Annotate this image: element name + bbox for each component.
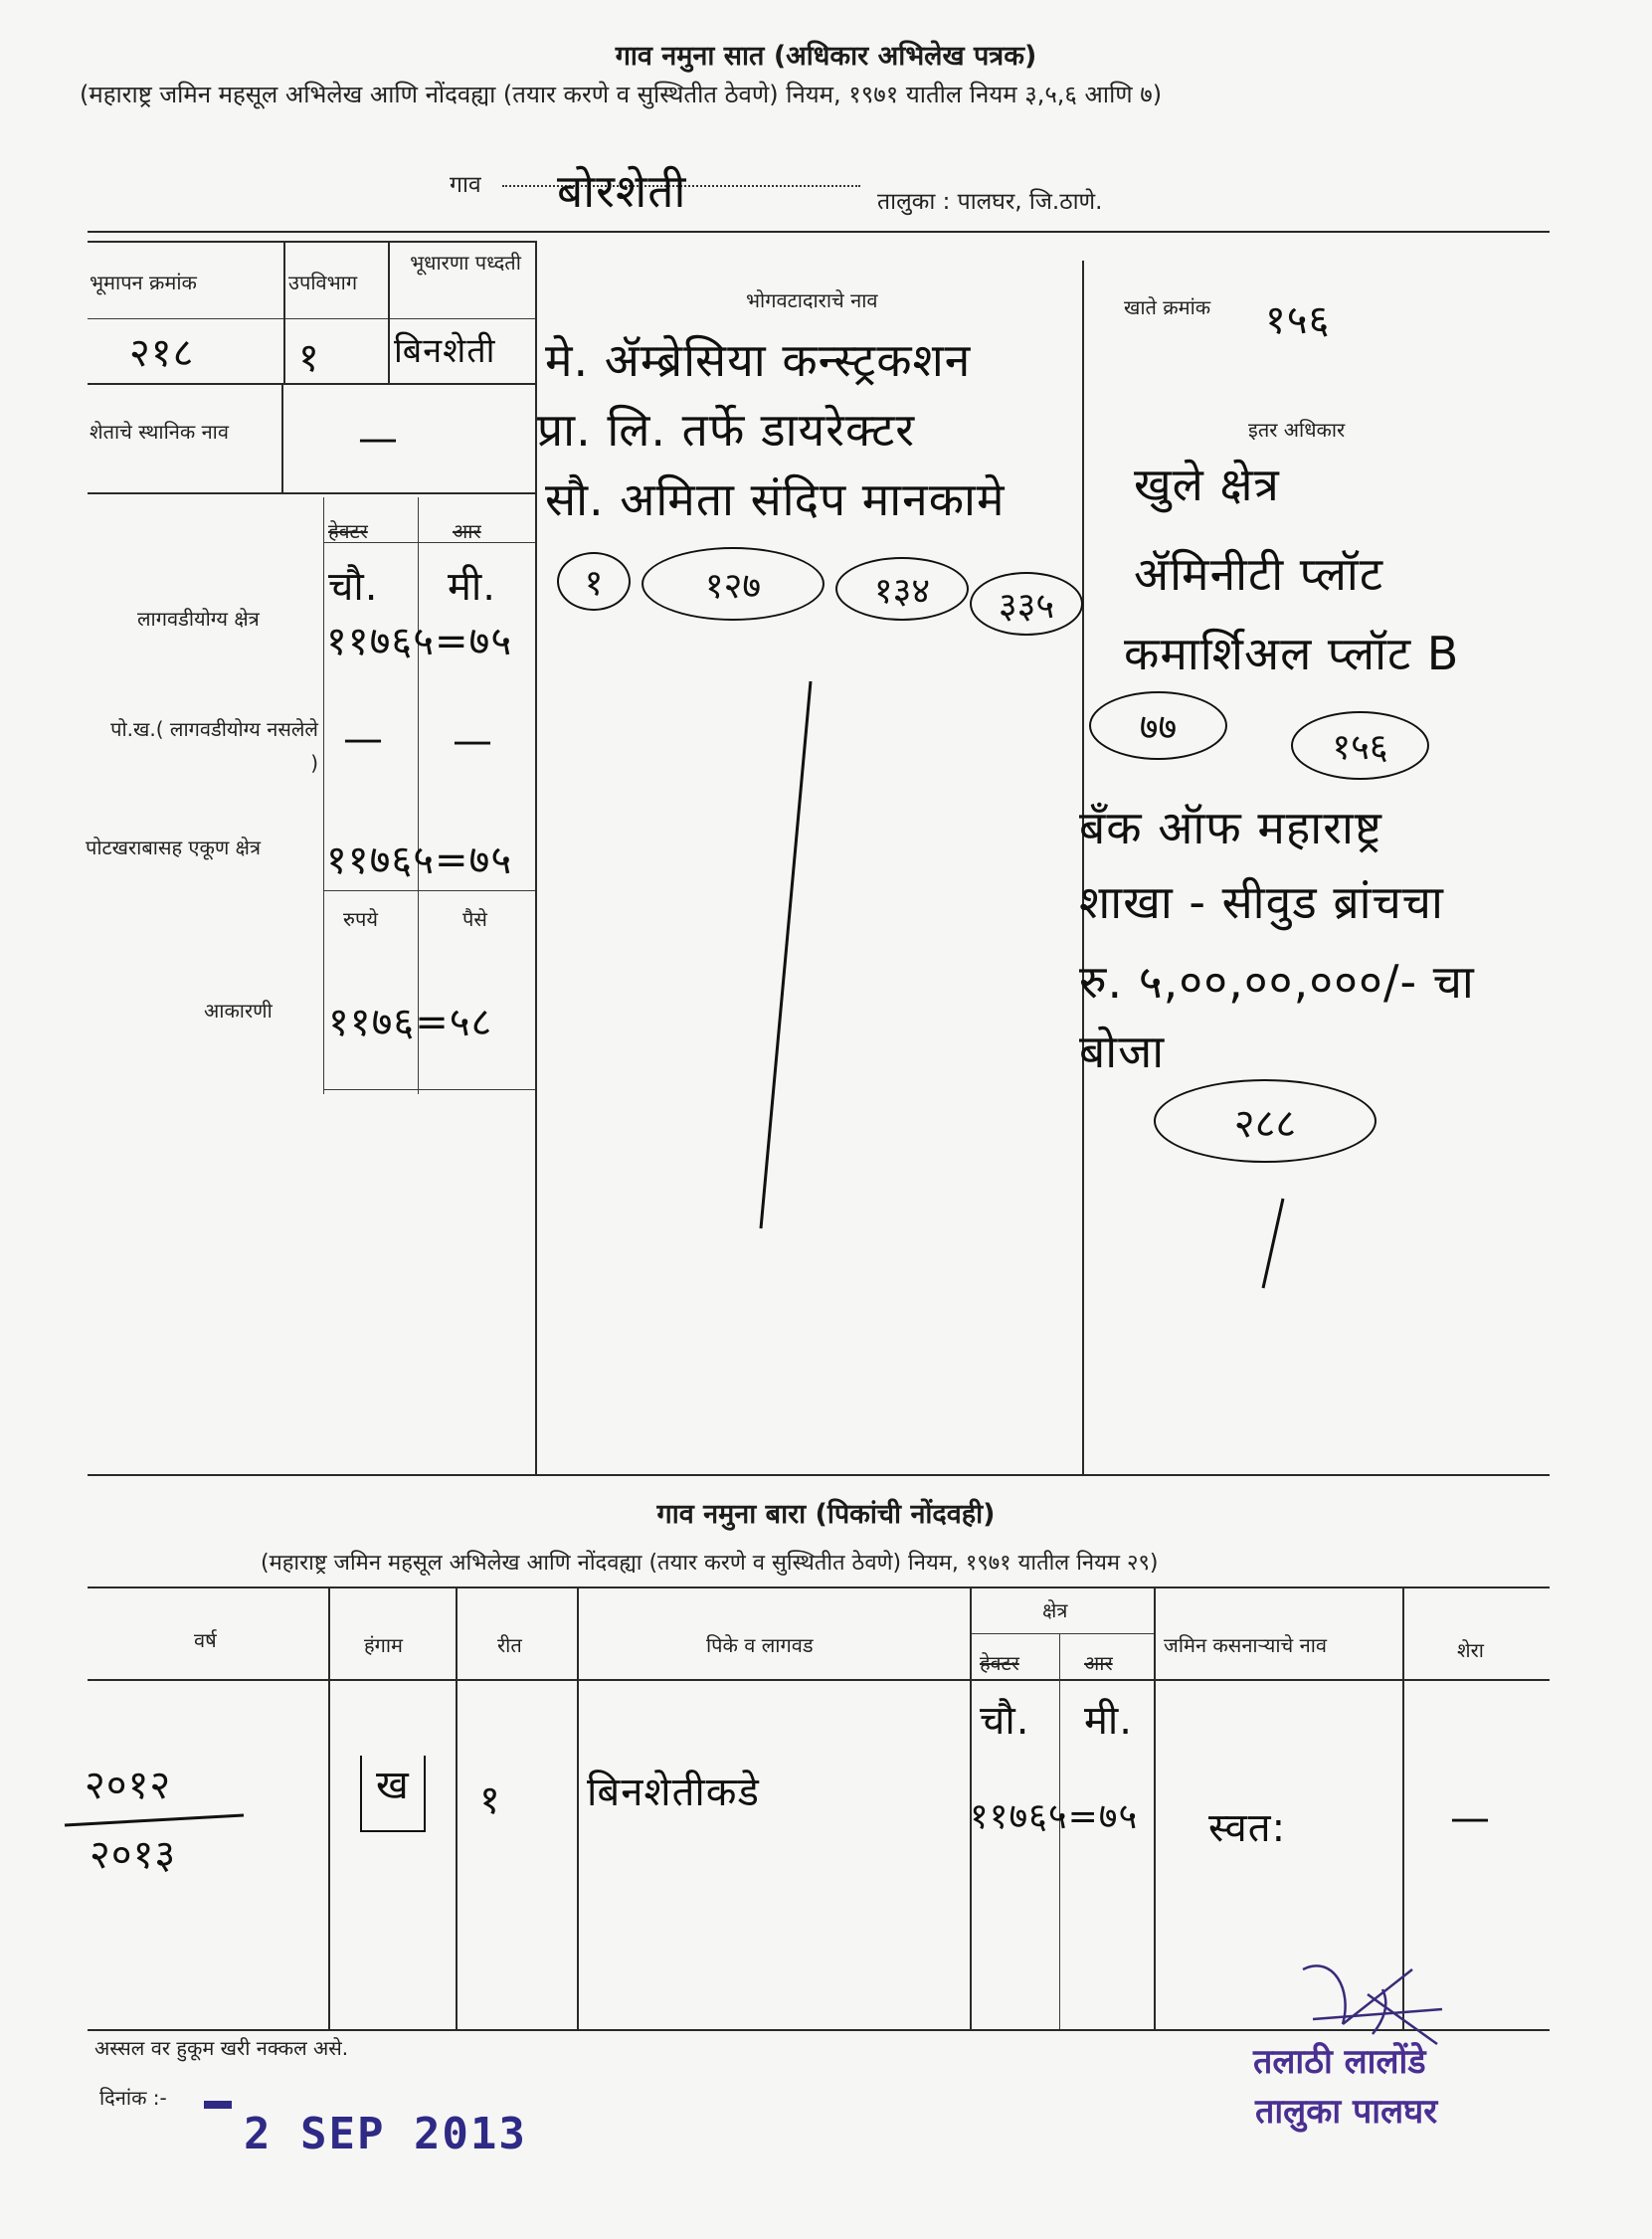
f12-crop: बिनशेतीकडे — [587, 1770, 760, 1815]
f12-head-method: रीत — [497, 1633, 522, 1657]
assessment-label: आकारणी — [204, 999, 273, 1023]
date-label: दिनांक :- — [99, 2086, 167, 2110]
f12-head-are: आर — [1084, 1651, 1113, 1675]
pokharab-value-are: — — [453, 718, 493, 764]
subdivision-vline — [388, 241, 390, 385]
cultivable-label: लागवडीयोग्य क्षेत्र — [137, 607, 260, 631]
taluka-label: तालुका : पालघर, जि.ठाणे. — [877, 189, 1103, 215]
other-right-line-2: ॲमिनीटी प्लॉट — [1134, 547, 1384, 601]
bank-line-1: बँक ऑफ महाराष्ट्र — [1079, 801, 1382, 854]
date-stamp: 2 SEP 2013 — [244, 2109, 527, 2159]
pokharab-label: पो.ख.( लागवडीयोग्य नसलेले ) — [110, 717, 318, 775]
f12-head-crops: पिके व लागवड — [706, 1633, 814, 1657]
paise-label: पैसे — [462, 907, 487, 931]
cultivable-value: ११७६५=७५ — [326, 619, 513, 664]
other-ref-1: ७७ — [1089, 691, 1227, 760]
f12-head-remarks: शेरा — [1457, 1638, 1484, 1662]
account-label: खाते क्रमांक — [1124, 295, 1211, 319]
survey-row-line — [88, 383, 535, 385]
f12-vline-3 — [577, 1586, 579, 2029]
rupees-label: रुपये — [343, 907, 378, 931]
cancel-slash-holder — [756, 676, 816, 1233]
survey-no-value: २१८ — [129, 330, 195, 376]
f12-head-season: हंगाम — [364, 1633, 404, 1657]
area-left-vline — [323, 497, 324, 1094]
f12-head-area: क्षेत्र — [1042, 1598, 1068, 1622]
f12-year-top: २०१२ — [85, 1763, 172, 1808]
holder-right-vline — [1082, 261, 1084, 1474]
holder-ref-1: १ — [557, 552, 631, 611]
f12-year-bottom: २०१३ — [90, 1832, 177, 1878]
local-name-label: शेताचे स्थानिक नाव — [90, 420, 229, 444]
date-stamp-dash — [204, 2101, 232, 2109]
holder-line-3: सौ. अमिता संदिप मानकामे — [545, 472, 1006, 526]
holder-line-1: मे. ॲम्ब्रेसिया कन्स्ट्रकशन — [545, 333, 972, 387]
holder-ref-2: १२७ — [642, 547, 825, 621]
survey-no-label: भूमापन क्रमांक — [90, 271, 197, 294]
form12-area-split — [970, 1633, 1154, 1634]
area-unit-sqm: चौ. — [328, 564, 379, 610]
official-signature — [1273, 1950, 1452, 2049]
f12-unit-m: मी. — [1084, 1698, 1133, 1744]
f12-unit-sqm: चौ. — [980, 1698, 1030, 1744]
total-value: ११७६५=७५ — [326, 838, 513, 883]
area-unit-m: मी. — [448, 564, 496, 610]
f12-season: ख — [360, 1756, 426, 1832]
form12-top-border — [88, 1474, 1550, 1476]
account-value: १५६ — [1265, 297, 1331, 343]
f12-head-hectare: हेक्टर — [980, 1651, 1019, 1675]
f12-remarks: — — [1450, 1795, 1491, 1841]
tenure-label: भूधारणा पध्दती — [410, 251, 521, 275]
other-ref-2: १५६ — [1291, 711, 1429, 780]
form12-header-bottom — [88, 1679, 1550, 1681]
official-stamp-line-1: तलाठी लालोंडे — [1253, 2042, 1426, 2082]
bank-line-4: बोजा — [1079, 1025, 1166, 1078]
subdivision-value: १ — [298, 335, 320, 381]
village-value: बोरशेती — [557, 164, 687, 218]
pokharab-value-hectare: — — [343, 716, 384, 762]
area-bottom-line — [323, 1089, 535, 1090]
local-name-value: — — [358, 416, 399, 462]
form7-title: गाव नमुना सात (अधिकार अभिलेख पत्रक) — [615, 41, 1037, 72]
tenure-value: बिनशेती — [394, 331, 496, 371]
bank-line-3: रु. ५,००,००,०००/- चा — [1079, 955, 1475, 1009]
f12-area: ११७६५=७५ — [970, 1796, 1139, 1837]
other-right-line-3: कमार्शिअल प्लॉट B — [1124, 627, 1460, 680]
official-stamp-line-2: तालुका पालघर — [1255, 2092, 1438, 2132]
f12-head-cultivator: जमिन कसनाऱ्याचे नाव — [1164, 1633, 1328, 1657]
cancel-slash-rights — [1258, 1194, 1288, 1293]
total-label: पोटखराबासह एकूण क्षेत्र — [86, 836, 262, 859]
certified-text: अस्सल वर हुकूम खरी नक्कल असे. — [94, 2036, 349, 2060]
survey-header-line — [88, 318, 535, 319]
f12-head-year: वर्ष — [194, 1628, 217, 1652]
f12-cultivator: स्वत: — [1208, 1805, 1287, 1851]
form12-title: गाव नमुना बारा (पिकांची नोंदवही) — [656, 1499, 996, 1530]
other-right-line-1: खुले क्षेत्र — [1134, 458, 1280, 511]
other-rights-label: इतर अधिकार — [1248, 418, 1346, 442]
bank-ref: २८८ — [1154, 1079, 1377, 1163]
form12-subtitle: (महाराष्ट्र जमिन महसूल अभिलेख आणि नोंदवह्या (तयार करणे व सुस्थितीत ठेवणे) नियम, १९७१ यातील नियम २९) — [261, 1551, 1159, 1576]
assessment-value: ११७६=५८ — [328, 1000, 493, 1045]
area-head-hectare: हेक्टर — [328, 519, 368, 543]
f12-vline-2 — [456, 1586, 458, 2029]
f12-vline-6 — [1154, 1586, 1156, 2029]
village-label: गाव — [450, 172, 481, 198]
rupees-line — [323, 890, 535, 891]
holder-label: भोगवटादाराचे नाव — [746, 288, 878, 312]
local-name-line — [88, 492, 535, 494]
holder-ref-3: १३४ — [835, 557, 969, 621]
form7-top-border-2 — [88, 241, 535, 243]
subdivision-label: उपविभाग — [288, 271, 358, 294]
survey-vline — [283, 241, 285, 385]
form12-header-top — [88, 1586, 1550, 1588]
local-name-vline — [281, 383, 283, 492]
f12-method: १ — [479, 1777, 501, 1823]
form7-subtitle: (महाराष्ट्र जमिन महसूल अभिलेख आणि नोंदवह्या (तयार करणे व सुस्थितीत ठेवणे) नियम, १९७१ यातील नियम ३,५,६ आणि ७) — [80, 81, 1163, 108]
area-head-are: आर — [453, 519, 481, 543]
holder-line-2: प्रा. लि. तर्फे डायरेक्टर — [537, 403, 916, 457]
f12-vline-1 — [328, 1586, 330, 2029]
form7-top-border — [88, 231, 1550, 233]
holder-ref-4: ३३५ — [970, 572, 1083, 636]
bank-line-2: शाखा - सीवुड ब्रांचचा — [1079, 875, 1444, 929]
